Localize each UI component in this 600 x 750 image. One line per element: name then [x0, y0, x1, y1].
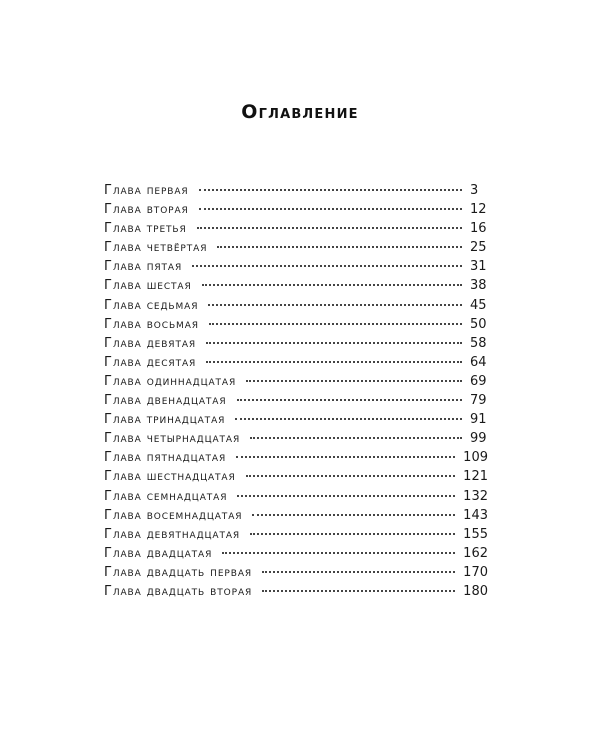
dot-leader: [237, 495, 455, 497]
toc-entry[interactable]: [104, 448, 488, 467]
page-number: 170: [463, 564, 488, 580]
toc-entry[interactable]: [104, 296, 488, 315]
chapter-title: Глава семнадцатая: [104, 488, 228, 504]
chapter-title: Глава пятая: [104, 259, 183, 275]
chapter-title: Глава седьмая: [104, 297, 199, 313]
chapter-title: Глава восьмая: [104, 316, 199, 332]
dot-leader: [202, 284, 462, 286]
chapter-title: Глава тринадцатая: [104, 412, 226, 428]
chapter-title: Глава вторая: [104, 202, 189, 218]
page-number: 99: [470, 431, 487, 447]
chapter-title: Глава третья: [104, 221, 187, 237]
page-number: 132: [463, 488, 488, 504]
page-number: 3: [470, 183, 479, 198]
page-title: Оглавление: [241, 101, 359, 123]
chapter-title: Глава двадцатая: [104, 545, 213, 561]
dot-leader: [222, 552, 455, 554]
page-number: 155: [463, 526, 488, 542]
toc-entry[interactable]: [104, 238, 488, 257]
table-of-contents: [104, 181, 488, 601]
chapter-title: Глава двадцать вторая: [104, 583, 253, 599]
dot-leader: [208, 304, 462, 306]
toc-entry[interactable]: [104, 391, 488, 410]
chapter-title: Глава пятнадцатая: [104, 450, 227, 466]
page-number: 109: [463, 450, 488, 466]
chapter-title: Глава девятая: [104, 335, 197, 351]
chapter-title: Глава двадцать первая: [104, 564, 253, 580]
toc-entry[interactable]: [104, 582, 488, 601]
page-number: 12: [470, 202, 487, 218]
dot-leader: [217, 246, 462, 248]
dot-leader: [246, 380, 462, 382]
page-number: 91: [470, 412, 487, 428]
page-number: 180: [463, 583, 488, 599]
page-number: 64: [470, 354, 487, 370]
page-number: 58: [470, 335, 487, 351]
chapter-title: Глава десятая: [104, 354, 197, 370]
page-number: 121: [463, 469, 488, 485]
dot-leader: [262, 590, 455, 592]
page-number: 50: [470, 316, 487, 332]
page-number: 143: [463, 507, 488, 523]
dot-leader: [192, 265, 462, 267]
page-number: 69: [470, 373, 487, 389]
page-number: 162: [463, 545, 488, 561]
dot-leader: [252, 514, 455, 516]
chapter-title: Глава одиннадцатая: [104, 373, 237, 389]
toc-entry[interactable]: [104, 506, 488, 525]
dot-leader: [250, 533, 455, 535]
page-number: 25: [470, 240, 487, 256]
toc-entry[interactable]: [104, 525, 488, 544]
toc-entry[interactable]: [104, 372, 488, 391]
chapter-title: Глава шестнадцатая: [104, 469, 236, 485]
chapter-title: Глава шестая: [104, 278, 192, 294]
dot-leader: [206, 361, 462, 363]
dot-leader: [246, 475, 456, 477]
page-number: 45: [470, 297, 487, 313]
page-number: 16: [470, 221, 487, 237]
toc-entry[interactable]: [104, 353, 488, 372]
dot-leader: [209, 323, 462, 325]
toc-entry[interactable]: [104, 276, 488, 295]
dot-leader: [262, 571, 455, 573]
toc-entry[interactable]: [104, 544, 488, 563]
toc-entry[interactable]: [104, 467, 488, 486]
dot-leader: [199, 189, 462, 191]
dot-leader: [237, 399, 462, 401]
page-number: 31: [470, 259, 487, 275]
toc-entry[interactable]: [104, 257, 488, 276]
dot-leader: [197, 227, 462, 229]
chapter-title: Глава первая: [104, 183, 189, 198]
chapter-title: Глава четвёртая: [104, 240, 208, 256]
chapter-title: Глава двенадцатая: [104, 393, 227, 409]
toc-entry[interactable]: [104, 563, 488, 582]
dot-leader: [199, 208, 462, 210]
chapter-title: Глава четырнадцатая: [104, 431, 241, 447]
toc-entry[interactable]: [104, 315, 488, 334]
toc-entry[interactable]: [104, 219, 488, 238]
dot-leader: [206, 342, 462, 344]
toc-entry[interactable]: [104, 410, 488, 429]
dot-leader: [250, 437, 462, 439]
chapter-title: Глава девятнадцатая: [104, 526, 241, 542]
toc-entry[interactable]: [104, 487, 488, 506]
toc-entry[interactable]: [104, 429, 488, 448]
dot-leader: [235, 418, 462, 420]
chapter-title: Глава восемнадцатая: [104, 507, 243, 523]
dot-leader: [236, 456, 455, 458]
toc-entry[interactable]: [104, 334, 488, 353]
page-number: 38: [470, 278, 487, 294]
page-number: 79: [470, 393, 487, 409]
toc-entry[interactable]: [104, 181, 488, 200]
toc-entry[interactable]: [104, 200, 488, 219]
